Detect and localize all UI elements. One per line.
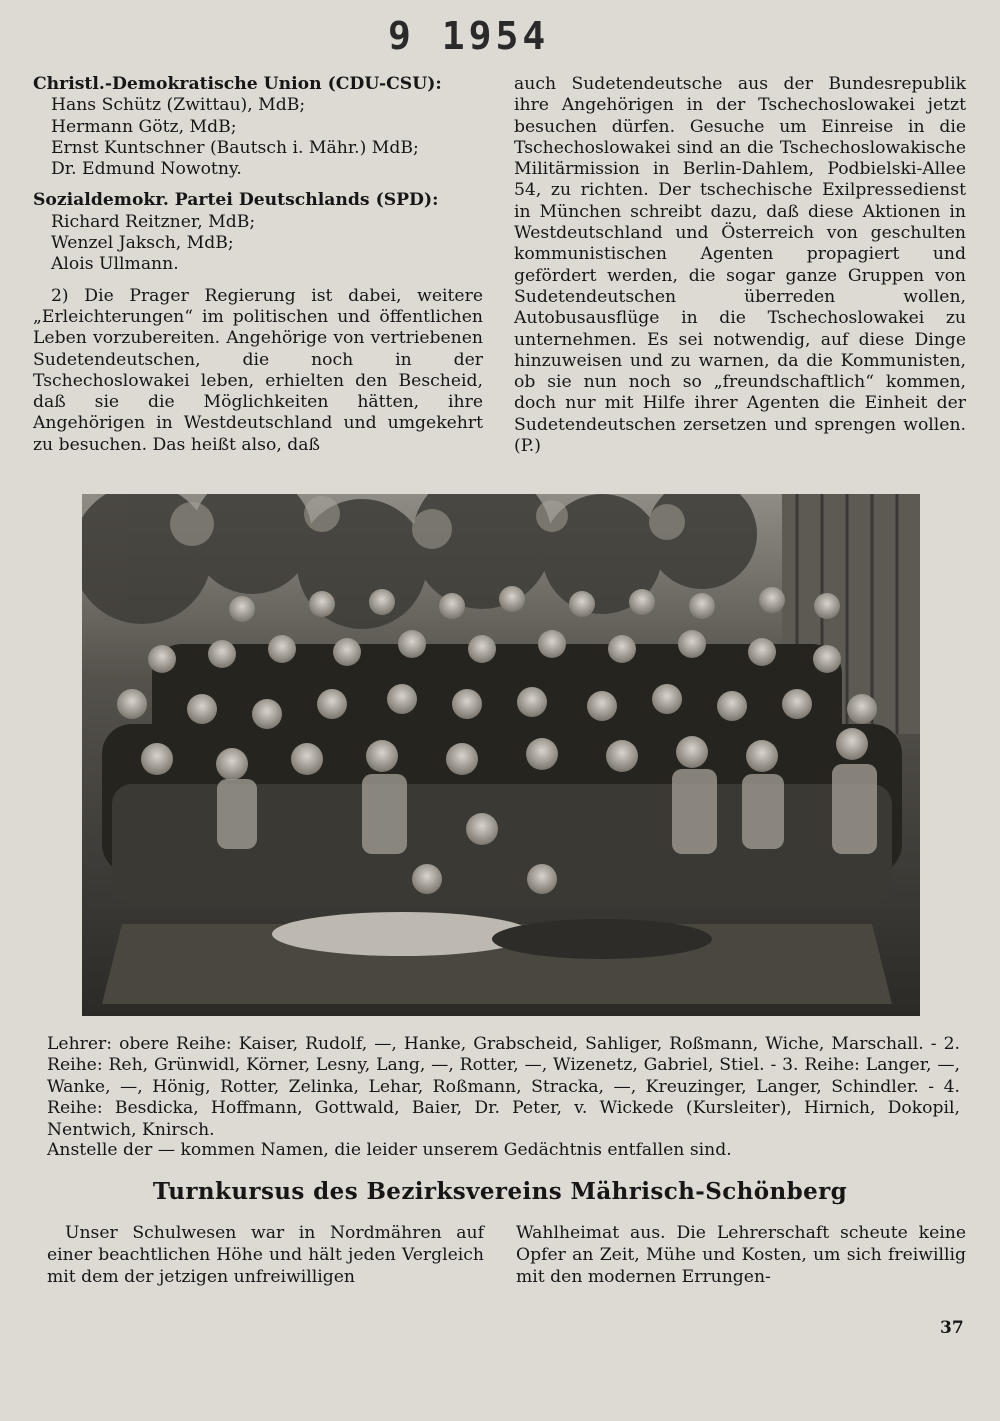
photo-caption: Lehrer: obere Reihe: Kaiser, Rudolf, —, Hanke, Grabscheid, Sahliger, Roßmann, Wiche, Marschall. - 2. Reihe: Reh, Grünwidl, Körner, Lesny, Lang, —, Rotter, —, Wizenetz, Gabriel, Stiel. - 3. Reihe: Langer, —, Wanke, —, Hönig, Rotter, Zelinka, Lehar, Roßmann, Stracka, —, Kreuzinger, Langer, Schindler. - 4. Reihe: Besdicka, Hoffmann, Gottwald, Baier, Dr. Peter, v. Wickede (Kursleiter), Hirnich, Dokopil, Nentwich, Knirsch. [47,1034,960,1140]
page-number: 37 [940,1318,964,1338]
left-column [33,74,483,456]
body-paragraph: 2) Die Prager Regierung ist dabei, weitere „Erleichterungen“ im politischen und öffentlichen Leben vorzubereiten. Angehörige von vertriebenen Sudetendeutschen, die noch in der Tschechoslowakei leben, erhielten den Bescheid, daß sie die Möglichkeiten hätten, ihre Angehörigen in Westdeutschland und umgekehrt zu besuchen. Das heißt also, daß [33,285,483,455]
member-line: Ernst Kuntschner (Bautsch i. Mähr.) MdB; [51,137,419,158]
party-name-cdu: Christl.-Demokratische Union (CDU-CSU): [33,74,442,94]
member-line: Dr. Edmund Nowotny. [51,159,242,180]
member-line: Hans Schütz (Zwittau), MdB; [51,95,306,116]
member-line: Wenzel Jaksch, MdB; [51,233,234,254]
article-text-left: Unser Schulwesen war in Nordmähren auf einer beachtlichen Höhe und hält jeden Vergleich mit dem der jetzigen unfreiwilligen [47,1223,484,1287]
party-name-spd: Sozialdemokr. Partei Deutschlands (SPD): [33,190,439,211]
spacer [33,180,483,190]
group-photo-illustration [82,494,920,1016]
body-paragraph: auch Sudetendeutsche aus der Bundesrepublik ihre Angehörigen in der Tschechoslowakei jetzt besuchen dürfen. Gesuche um Einreise in die Tschechoslowakei sind an die Tschechoslowakische Militärmission in Berlin-Dahlem, Podbielski-Allee 54, zu richten. Der tschechische Exilpressedienst in München schreibt dazu, daß diese Aktionen in Westdeutschland und Österreich von geschulten kommunistischen Agenten propagiert und gefördert werden, die sogar ganze Gruppen von Sudetendeutschen überreden wollen, Autobusausflüge in die Tschechoslowakei zu unternehmen. Es sei notwendig, auf diese Dinge hinzuweisen und zu warnen, da die Kommunisten, ob sie nun noch so „freundschaftlich“ kommen, doch nur mit Hilfe ihrer Agenten die Einheit der Sudetendeutschen zersetzen und sprengen wollen. (P.) [514,74,966,457]
member-line: Alois Ullmann. [51,254,179,275]
article-text-right: Wahlheimat aus. Die Lehrerschaft scheute keine Opfer an Zeit, Mühe und Kosten, um sich freiwillig mit den modernen Errungen- [516,1223,966,1287]
right-column [514,74,966,457]
member-line: Hermann Götz, MdB; [51,116,237,137]
group-photo [82,494,920,1016]
caption-note: Anstelle der — kommen Namen, die leider unserem Gedächtnis entfallen sind. [47,1140,732,1160]
handwritten-issue-number: 9 1954 [388,14,550,58]
article-heading: Turnkursus des Bezirksvereins Mährisch-Schönberg [152,1178,848,1205]
member-line: Richard Reitzner, MdB; [51,211,256,232]
spacer [33,276,483,286]
